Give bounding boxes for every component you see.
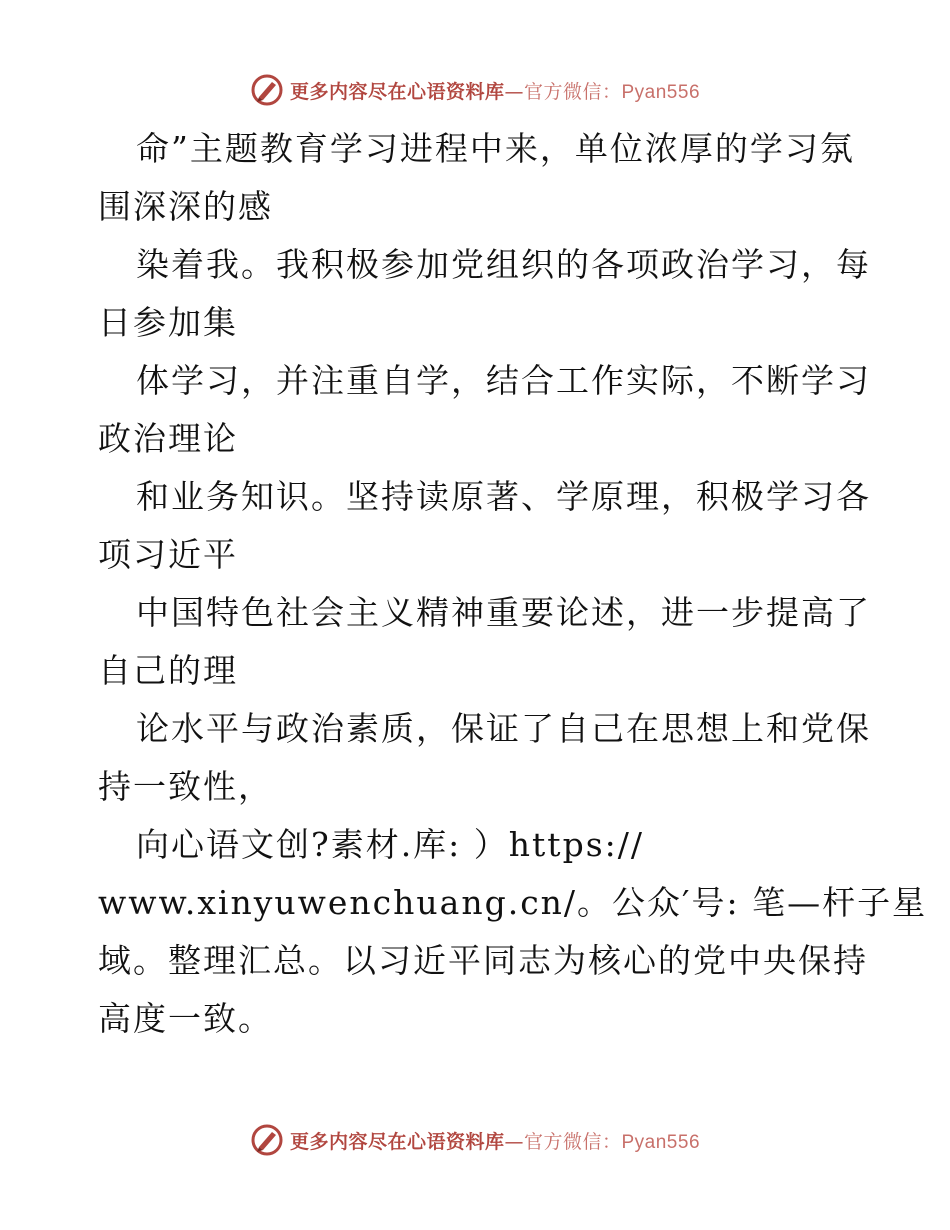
text-line: www.xinyuwenchuang.cn/。公众′号: 笔—杆子星	[98, 883, 928, 922]
text-line: 论水平与政治素质，保证了自己在思想上和党保	[136, 709, 871, 748]
pen-logo-icon	[250, 1123, 284, 1157]
text-line: 自己的理	[98, 651, 238, 690]
document-body	[98, 120, 928, 1048]
text-line: 域。整理汇总。以习近平同志为核心的党中央保持	[98, 941, 868, 980]
text-line: 向心语文创?素材.库: ）https://	[136, 825, 644, 864]
text-line: 和业务知识。坚持读原著、学原理，积极学习各	[136, 477, 871, 516]
banner-text	[290, 77, 700, 104]
text-line: 政治理论	[98, 419, 238, 458]
text-line: 体学习，并注重自学，结合工作实际，不断学习	[136, 361, 871, 400]
footer-banner	[0, 1120, 950, 1160]
banner-separator: —	[504, 1130, 524, 1153]
text-line: 染着我。我积极参加党组织的各项政治学习，每	[136, 245, 871, 284]
text-line: 中国特色社会主义精神重要论述，进一步提高了	[136, 593, 871, 632]
text-line: 高度一致。	[98, 999, 273, 1038]
pen-logo-icon	[250, 73, 284, 107]
text-line: 持一致性，	[98, 767, 273, 806]
text-line: 命”主题教育学习进程中来，单位浓厚的学习氛	[136, 129, 855, 168]
text-line: 围深深的感	[98, 187, 273, 226]
text-line: 日参加集	[98, 303, 238, 342]
header-banner	[0, 70, 950, 110]
text-line: 项习近平	[98, 535, 238, 574]
banner-wechat-id: Pyan556	[621, 81, 701, 103]
banner-wechat-label: 官方微信：	[523, 80, 622, 103]
banner-text	[290, 1127, 700, 1154]
banner-main-text: 更多内容尽在心语资料库	[289, 1130, 505, 1153]
banner-wechat-id: Pyan556	[621, 1131, 701, 1153]
banner-main-text: 更多内容尽在心语资料库	[289, 80, 505, 103]
banner-separator: —	[504, 80, 524, 103]
banner-wechat-label: 官方微信：	[523, 1130, 622, 1153]
